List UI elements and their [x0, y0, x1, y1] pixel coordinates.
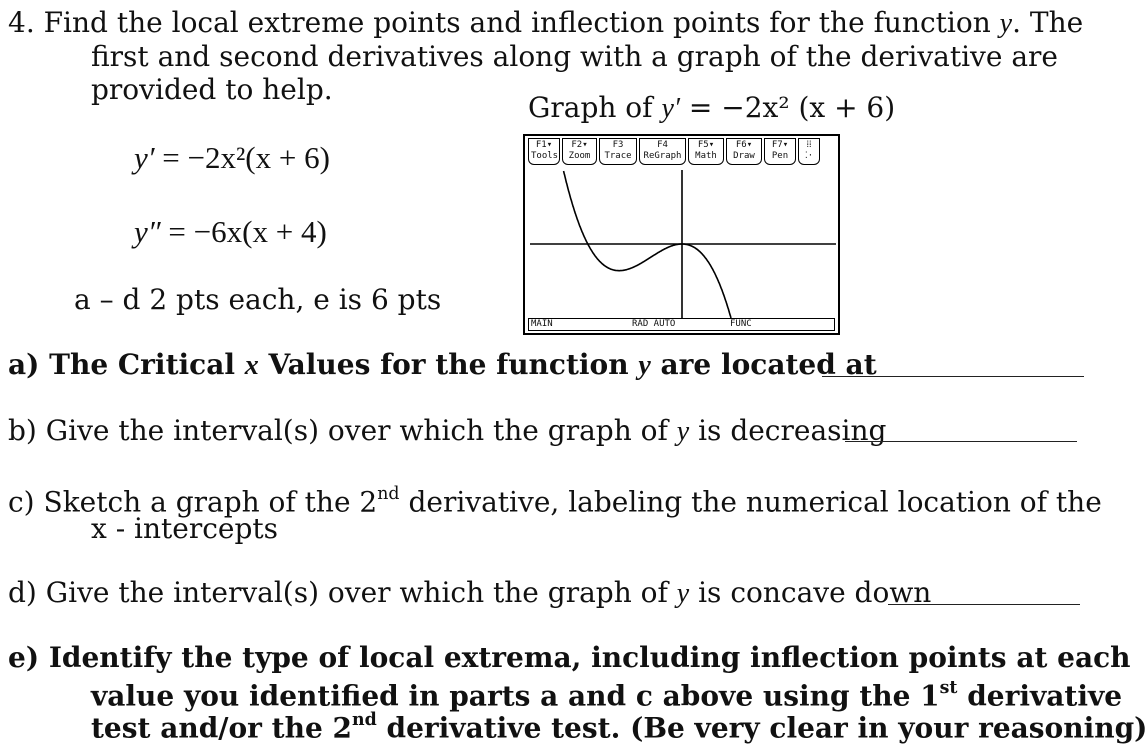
answer-blank-b[interactable]: [845, 417, 1077, 442]
menu-key-label: Tools: [531, 151, 559, 161]
status-graph-mode: FUNC: [730, 319, 752, 329]
question-c-superscript: nd: [377, 484, 400, 504]
question-a-text-3: are located at: [650, 348, 877, 381]
points-note: a – d 2 pts each, e is 6 pts: [74, 283, 442, 316]
question-d-text-2: is concave down: [689, 576, 932, 609]
question-b-text-2: is decreasing: [689, 414, 887, 447]
menu-key-label: Math: [695, 151, 717, 161]
question-c-text-2: derivative, labeling the numerical location of the: [399, 485, 1102, 519]
second-derivative-rhs: = −6x(x + 4): [160, 214, 327, 249]
menu-key-number: F4: [657, 140, 668, 150]
graph-caption: [528, 91, 895, 126]
status-mode: MAIN: [531, 319, 553, 329]
question-b: [8, 414, 886, 449]
var-y: y: [638, 350, 651, 381]
menu-key-label: ⁚·: [804, 151, 814, 161]
question-e-line-2-end: derivative: [957, 679, 1123, 713]
problem-line-2: first and second derivatives along with a graph of the derivative are: [91, 40, 1058, 73]
question-b-text: Give the interval(s) over which the graph of: [45, 414, 677, 447]
menu-key-number: F2▾: [571, 140, 588, 150]
var-y: y: [676, 578, 690, 609]
question-e-line-3-end: derivative test. (Be very clear in your reasoning): [376, 711, 1147, 745]
calculator-screen: [523, 134, 840, 335]
var-y: y: [999, 8, 1013, 39]
question-c-line-2: x - intercepts: [91, 512, 279, 545]
question-e-line-3-text: test and/or the 2: [91, 711, 353, 745]
menu-key-number: F3: [612, 140, 624, 150]
problem-line-3: provided to help.: [91, 73, 333, 106]
menu-key-number: F5▾: [697, 140, 715, 150]
menu-key-number: F6▾: [735, 140, 753, 150]
problem-line-1: [8, 6, 1083, 41]
answer-blank-d[interactable]: [888, 580, 1080, 605]
menu-key-label: Zoom: [568, 151, 591, 161]
question-a-label: a): [8, 348, 40, 381]
question-d-label: d): [8, 576, 37, 609]
first-derivative-rhs: = −2x²(x + 6): [154, 140, 330, 175]
menu-key-number: F1▾: [535, 140, 553, 150]
problem-number: 4.: [8, 6, 35, 39]
menu-key-label: Pen: [771, 151, 789, 161]
question-b-label: b): [8, 414, 37, 447]
derivative-graph: [525, 136, 838, 333]
question-e-label: e): [8, 641, 40, 674]
calculator-status-bar: [528, 318, 835, 331]
question-e-superscript-1: st: [939, 678, 958, 698]
menu-key-label: Trace: [604, 151, 632, 161]
menu-key-label: ReGraph: [643, 151, 682, 161]
var-x: x: [244, 350, 259, 381]
question-c-text: Sketch a graph of the 2: [43, 485, 378, 519]
graph-caption-lhs: y′: [661, 93, 680, 124]
menu-key-label: Draw: [733, 151, 755, 161]
question-a: [8, 348, 877, 383]
question-e: [8, 641, 1131, 675]
first-derivative-lhs: y′: [134, 140, 155, 175]
second-derivative-equation: [134, 214, 327, 250]
question-d: [8, 576, 931, 611]
menu-key-number: F7▾: [771, 140, 789, 150]
question-e-line-1: Identify the type of local extrema, including inflection points at each: [48, 641, 1131, 674]
problem-text: Find the local extreme points and inflection points for the function: [43, 6, 1000, 39]
question-a-text-2: Values for the function: [258, 348, 639, 381]
question-e-line-2-text: value you identified in parts a and c above using the 1: [91, 679, 940, 713]
first-derivative-equation: [134, 140, 330, 176]
question-d-text: Give the interval(s) over which the graph of: [45, 576, 677, 609]
question-e-line-3: [91, 705, 1147, 745]
status-angle: RAD AUTO: [632, 319, 676, 329]
problem-text-end: . The: [1012, 6, 1084, 39]
var-y: y: [676, 416, 690, 447]
question-c-label: c): [8, 485, 35, 519]
menu-key-number: ⁞⁞: [806, 140, 812, 150]
question-a-text: The Critical: [49, 348, 245, 381]
graph-caption-rhs: = −2x² (x + 6): [680, 91, 896, 124]
graph-caption-prefix: Graph of: [528, 91, 662, 124]
second-derivative-lhs: y″: [134, 214, 161, 249]
question-e-superscript-2: nd: [352, 710, 377, 730]
answer-blank-a[interactable]: [822, 352, 1084, 377]
